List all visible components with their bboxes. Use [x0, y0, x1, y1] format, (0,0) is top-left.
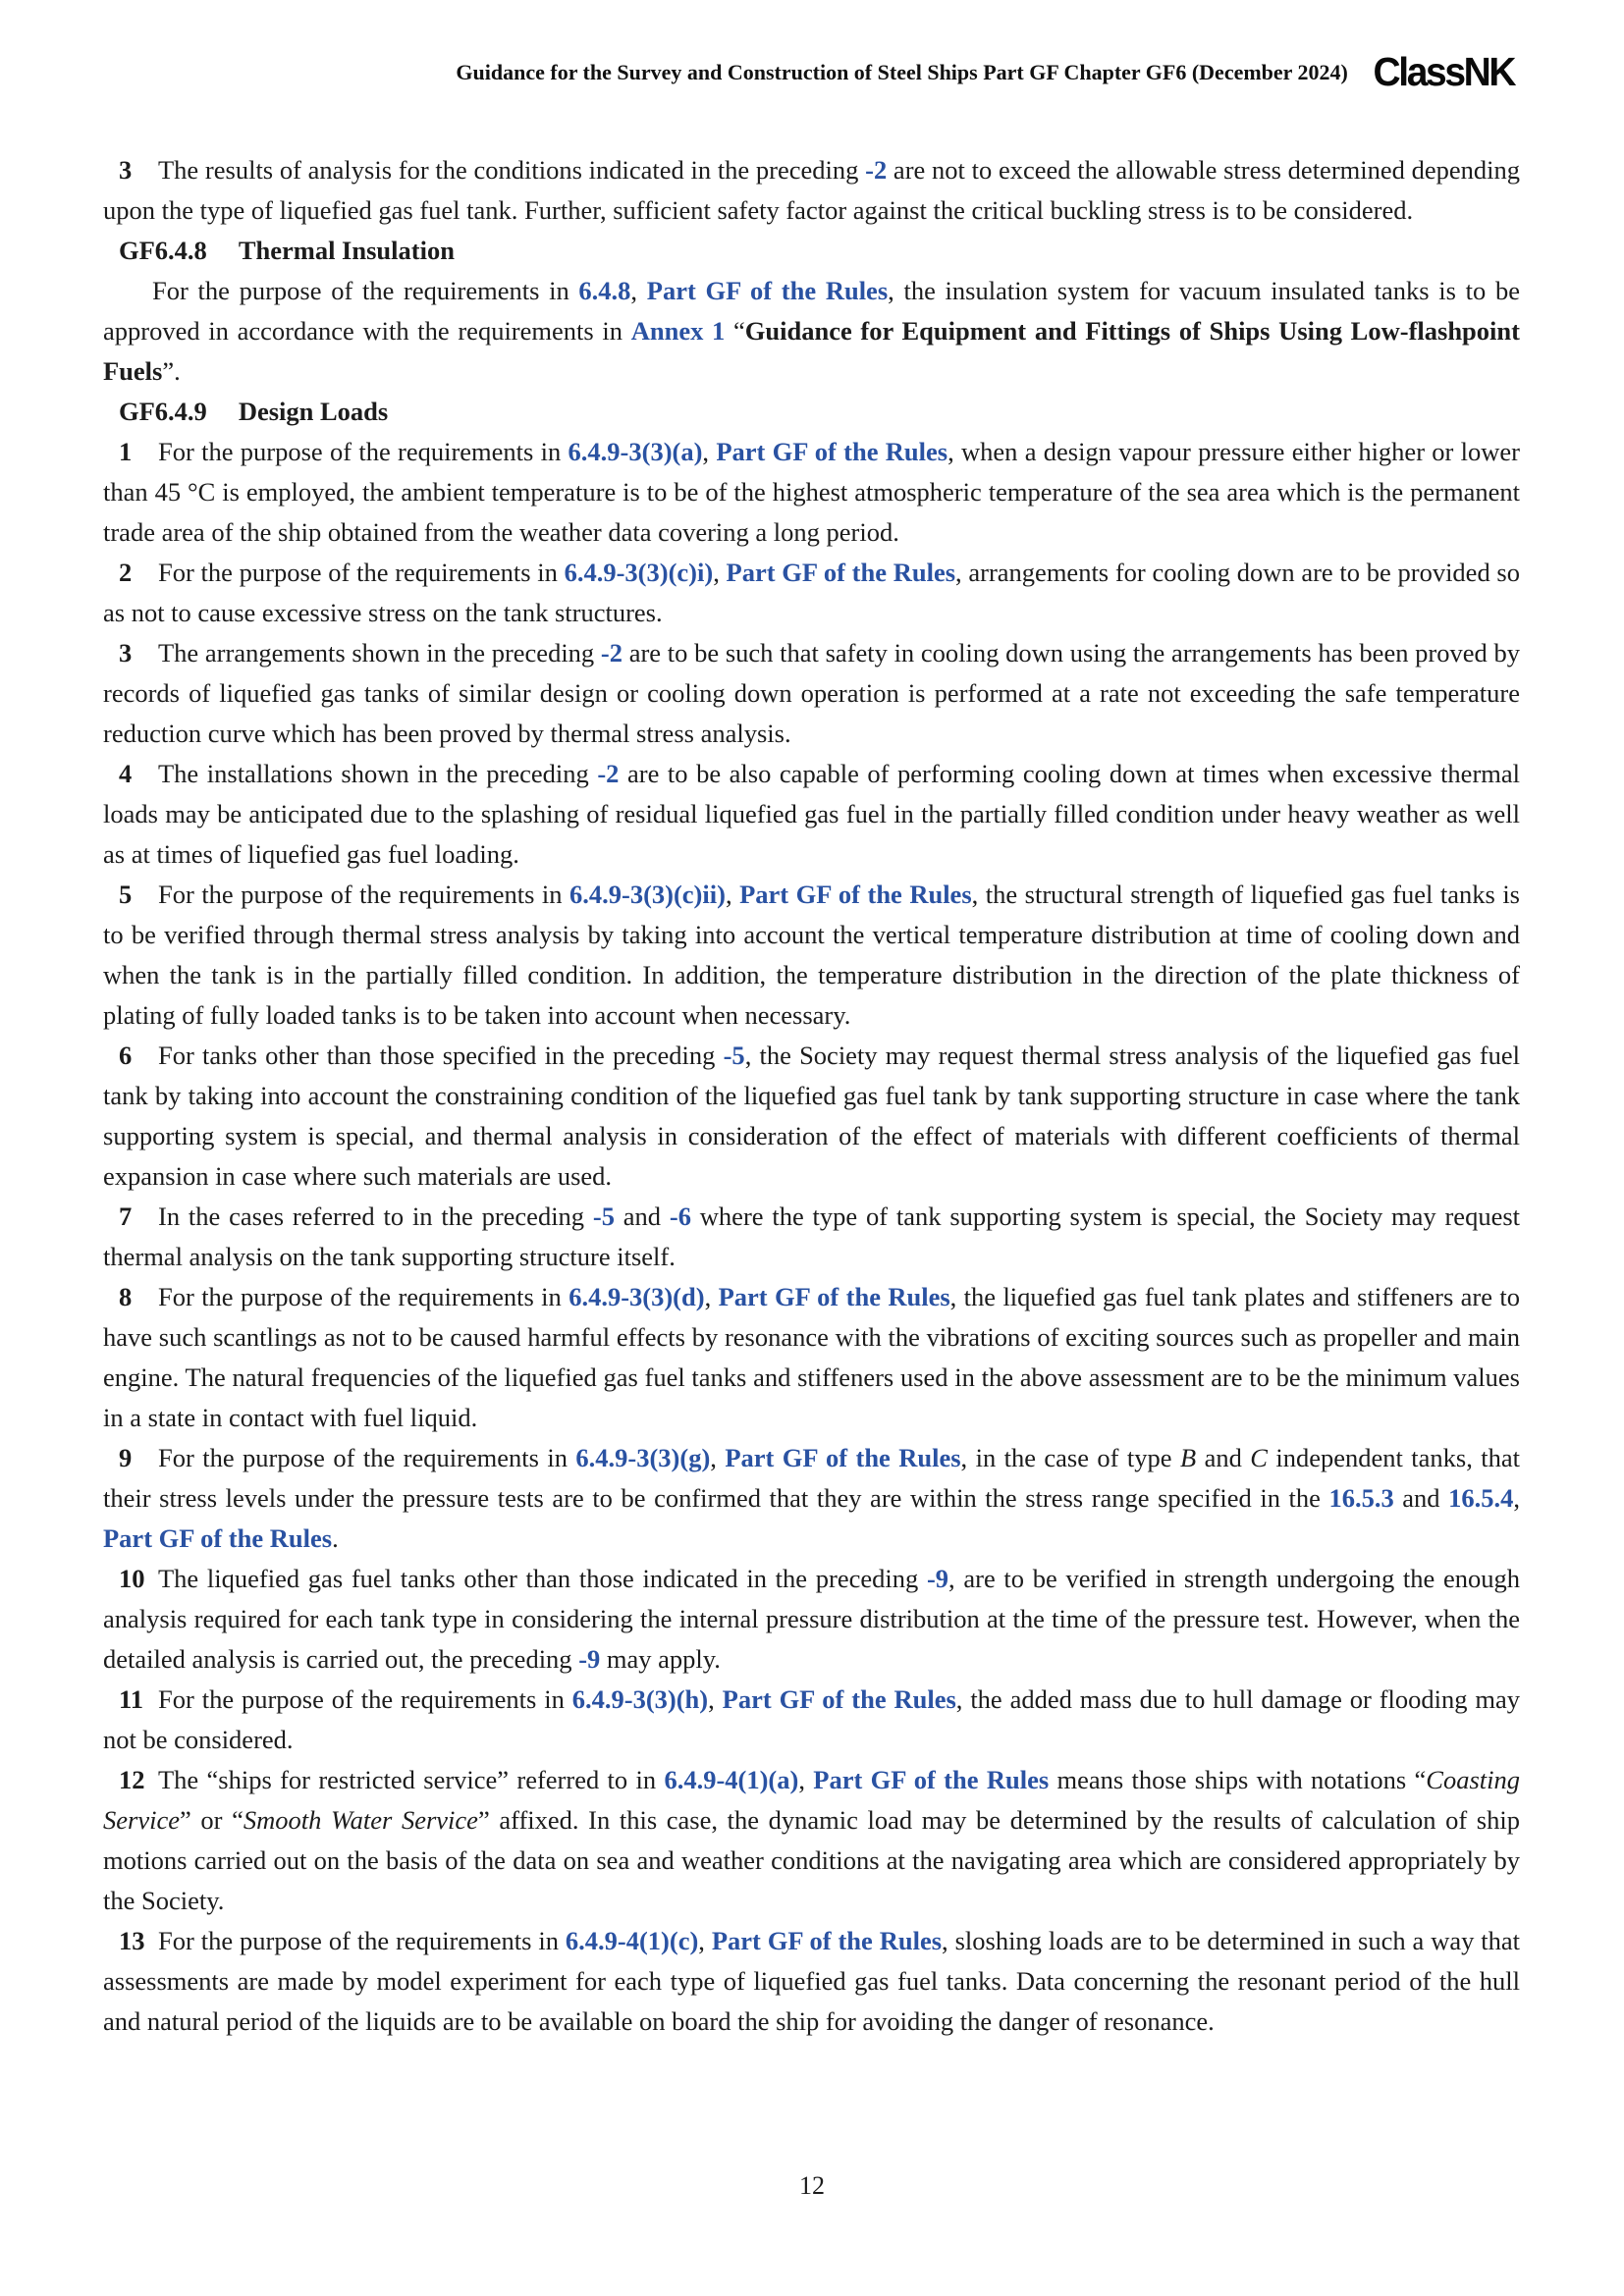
text-run: Guidance for Equipment and Fittings of Ships Using Low-flashpoint Fuels [103, 316, 1520, 386]
text-run: The “ships for restricted service” referred to in [158, 1765, 665, 1794]
document-body [103, 150, 1520, 2042]
text-run: For the purpose of the requirements in [152, 276, 579, 305]
rule-reference-link[interactable]: Part GF of the Rules [716, 437, 948, 466]
rule-reference-link[interactable]: -2 [600, 638, 623, 667]
text-run: Smooth Water Service [243, 1805, 478, 1835]
text-run: For tanks other than those specified in the preceding [158, 1041, 724, 1070]
text-run: Coasting Service [103, 1765, 1521, 1835]
classnk-logo: ClassNK [1373, 49, 1514, 94]
paragraph-number: 9 [119, 1443, 133, 1472]
text-run: “ [725, 316, 745, 346]
rule-reference-link[interactable]: Part GF of the Rules [722, 1684, 956, 1714]
text-run: , [798, 1765, 814, 1794]
text-run: , in the case of type [960, 1443, 1180, 1472]
paragraph-number: 6 [119, 1041, 133, 1070]
paragraph [103, 1760, 1520, 1921]
paragraph-number: 11 [119, 1684, 144, 1714]
rule-reference-link[interactable]: 6.4.9-3(3)(a) [568, 437, 703, 466]
text-run: , [702, 437, 717, 466]
paragraph [103, 754, 1520, 875]
text-run: , [698, 1926, 712, 1955]
text-run: , [725, 880, 740, 909]
text-run: For the purpose of the requirements in [158, 437, 568, 466]
paragraph-number: 3 [119, 638, 133, 667]
rule-reference-link[interactable]: -2 [597, 759, 620, 788]
paragraph-number: 1 [119, 437, 133, 466]
section-title: Design Loads [238, 397, 389, 426]
text-run: For the purpose of the requirements in [158, 558, 565, 587]
paragraph-number: 8 [119, 1282, 133, 1311]
text-run: , [713, 558, 727, 587]
text-run: independent tanks, that their stress levels under the pressure tests are to be confirmed that they are within the stress range specified in the [103, 1443, 1521, 1513]
text-run: and [614, 1201, 670, 1231]
text-run: In the cases referred to in the preceding [158, 1201, 593, 1231]
text-run: and [1196, 1443, 1251, 1472]
text-run: , [630, 276, 647, 305]
paragraph-number: 12 [119, 1765, 145, 1794]
text-run: , [710, 1443, 726, 1472]
section-heading [103, 231, 1520, 271]
paragraph-number: 10 [119, 1564, 145, 1593]
text-run: The arrangements shown in the preceding [158, 638, 601, 667]
text-run: may apply. [600, 1644, 721, 1674]
rule-reference-link[interactable]: Annex 1 [630, 316, 726, 346]
rule-reference-link[interactable]: Part GF of the Rules [725, 1443, 961, 1472]
text-run: , [1513, 1483, 1521, 1513]
text-run: For the purpose of the requirements in [158, 1684, 572, 1714]
text-run: ” affixed. In this case, the dynamic load may be determined by the results of calculation of ship motions carried out on the basis of the data on sea and weather conditions at the navigating area which are considered appropriately by the Society. [103, 1805, 1520, 1915]
rule-reference-link[interactable]: 6.4.9-4(1)(a) [664, 1765, 799, 1794]
rule-reference-link[interactable]: 6.4.9-4(1)(c) [565, 1926, 699, 1955]
rule-reference-link[interactable]: 6.4.9-3(3)(g) [575, 1443, 711, 1472]
rule-reference-link[interactable]: -5 [723, 1041, 745, 1070]
text-run: For the purpose of the requirements in [158, 1282, 569, 1311]
text-run: where the type of tank supporting system is special, the Society may request thermal analysis on the tank supporting structure itself. [103, 1201, 1521, 1271]
text-run: , the structural strength of liquefied gas fuel tanks is to be verified through thermal stress analysis by taking into account the vertical temperature distribution at time of cooling down and when the tank is in the partially filled condition. In addition, the temperature distribution in the direction of the plate thickness of plating of fully loaded tanks is to be taken into account when necessary. [103, 880, 1520, 1030]
page-footer [0, 2171, 1624, 2201]
rule-reference-link[interactable]: -2 [865, 155, 888, 185]
rule-reference-link[interactable]: Part GF of the Rules [726, 558, 956, 587]
paragraph [103, 1559, 1520, 1680]
paragraph-number: 13 [119, 1926, 145, 1955]
paragraph [103, 1921, 1520, 2042]
text-run: are not to exceed the allowable stress determined depending upon the type of liquefied gas fuel tank. Further, sufficient safety factor against the critical buckling stress is to be considered. [103, 155, 1520, 225]
rule-reference-link[interactable]: 6.4.9-3(3)(d) [568, 1282, 705, 1311]
paragraph-number: 7 [119, 1201, 133, 1231]
paragraph [103, 1438, 1520, 1559]
paragraph [103, 271, 1520, 392]
text-run: . [332, 1523, 339, 1553]
text-run: C [1250, 1443, 1268, 1472]
text-run: B [1179, 1443, 1197, 1472]
text-run: , the Society may request thermal stress analysis of the liquefied gas fuel tank by taking into account the constraining condition of the liquefied gas fuel tank by tank supporting structure in case where the tank supporting system is special, and thermal analysis in consideration of the effect of materials with different coefficients of thermal expansion in case where such materials are used. [103, 1041, 1520, 1191]
text-run: For the purpose of the requirements in [158, 880, 569, 909]
paragraph [103, 875, 1520, 1036]
text-run: The results of analysis for the conditions indicated in the preceding [158, 155, 866, 185]
text-run: , are to be verified in strength undergoing the enough analysis required for each tank type in considering the internal pressure distribution at the time of the pressure test. However, when the detailed analysis is carried out, the preceding [103, 1564, 1520, 1674]
rule-reference-link[interactable]: Part GF of the Rules [739, 880, 972, 909]
text-run: ”. [162, 356, 181, 386]
text-run: The installations shown in the preceding [158, 759, 598, 788]
paragraph-number: 5 [119, 880, 133, 909]
paragraph [103, 432, 1520, 553]
paragraph [103, 633, 1520, 754]
rule-reference-link[interactable]: -5 [592, 1201, 615, 1231]
text-run: For the purpose of the requirements in [158, 1926, 566, 1955]
paragraph [103, 150, 1520, 231]
text-run: are to be such that safety in cooling down using the arrangements has been proved by records of liquefied gas tanks of similar design or cooling down operation is performed at a rate not exceeding the safe temperature reduction curve which has been proved by thermal stress analysis. [103, 638, 1520, 748]
paragraph [103, 1197, 1520, 1277]
rule-reference-link[interactable]: 6.4.8 [578, 276, 631, 305]
text-run: , the added mass due to hull damage or flooding may not be considered. [103, 1684, 1521, 1754]
text-run: and [1393, 1483, 1449, 1513]
section-number: GF6.4.9 [119, 397, 207, 426]
section-title: Thermal Insulation [238, 236, 455, 265]
text-run: , the liquefied gas fuel tank plates and stiffeners are to have such scantlings as not to be caused harmful effects by resonance with the vibrations of exciting sources such as propeller and main engine. The natural frequencies of the liquefied gas fuel tanks and stiffeners used in the above assessment are to be the minimum values in a state in contact with fuel liquid. [103, 1282, 1521, 1432]
paragraph-number: 2 [119, 558, 133, 587]
text-run: The liquefied gas fuel tanks other than those indicated in the preceding [158, 1564, 927, 1593]
text-run: , arrangements for cooling down are to be provided so as not to cause excessive stress on the tank structures. [103, 558, 1520, 627]
paragraph [103, 1036, 1520, 1197]
paragraph-number: 3 [119, 155, 133, 185]
rule-reference-link[interactable]: -9 [578, 1644, 601, 1674]
rule-reference-link[interactable]: Part GF of the Rules [103, 1523, 333, 1553]
rule-reference-link[interactable]: -9 [926, 1564, 949, 1593]
rule-reference-link[interactable]: 16.5.3 [1328, 1483, 1394, 1513]
page-header [456, 49, 1514, 95]
section-heading [103, 392, 1520, 432]
paragraph [103, 1680, 1520, 1760]
rule-reference-link[interactable]: Part GF of the Rules [718, 1282, 950, 1311]
paragraph [103, 1277, 1520, 1438]
text-run: are to be also capable of performing cooling down at times when excessive thermal loads may be anticipated due to the splashing of residual liquefied gas fuel in the partially filled condition under heavy weather as well as at times of liquefied gas fuel loading. [103, 759, 1521, 869]
paragraph [103, 553, 1520, 633]
rule-reference-link[interactable]: -6 [669, 1201, 691, 1231]
running-head-title: Guidance for the Survey and Construction of Steel Ships Part GF Chapter GF6 (December 2024) [456, 59, 1348, 84]
text-run: , [704, 1282, 719, 1311]
rule-reference-link[interactable]: Part GF of the Rules [711, 1926, 943, 1955]
text-run: means those ships with notations “ [1049, 1765, 1427, 1794]
rule-reference-link[interactable]: 6.4.9-3(3)(c)i) [564, 558, 714, 587]
text-run: ” or “ [179, 1805, 244, 1835]
rule-reference-link[interactable]: 6.4.9-3(3)(h) [571, 1684, 709, 1714]
rule-reference-link[interactable]: Part GF of the Rules [646, 276, 889, 305]
page-number: 12 [799, 2171, 825, 2200]
rule-reference-link[interactable]: Part GF of the Rules [813, 1765, 1050, 1794]
text-run: , [708, 1684, 723, 1714]
text-run: , sloshing loads are to be determined in such a way that assessments are made by model experiment for each type of liquefied gas fuel tanks. Data concerning the resonant period of the hull and natural period of the liquids are to be available on board the ship for avoiding the danger of resonance. [103, 1926, 1521, 2036]
text-run: , the insulation system for vacuum insulated tanks is to be approved in accordance with the requirements in [103, 276, 1521, 346]
paragraph-number: 4 [119, 759, 133, 788]
rule-reference-link[interactable]: 16.5.4 [1448, 1483, 1514, 1513]
text-run: , when a design vapour pressure either higher or lower than 45 °C is employed, the ambient temperature is to be of the highest atmospheric temperature of the sea area which is the permanent trade area of the ship obtained from the weather data covering a long period. [103, 437, 1521, 547]
text-run: For the purpose of the requirements in [158, 1443, 576, 1472]
rule-reference-link[interactable]: 6.4.9-3(3)(c)ii) [569, 880, 726, 909]
section-number: GF6.4.8 [119, 236, 207, 265]
